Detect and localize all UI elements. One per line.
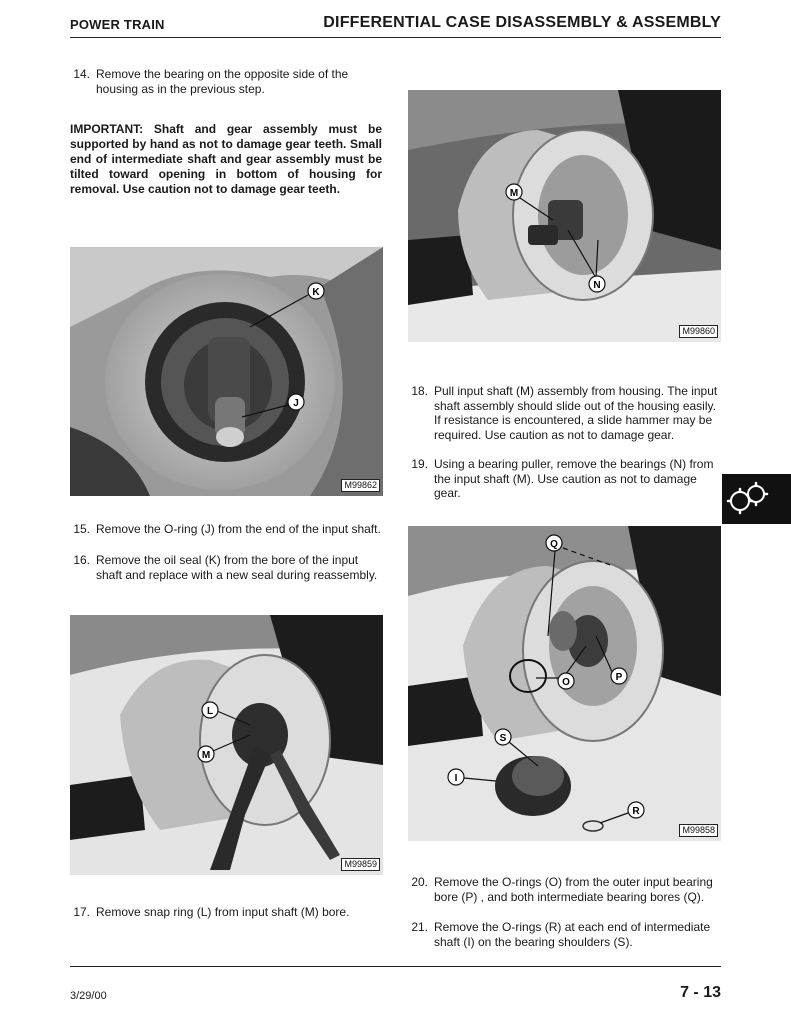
page-title: DIFFERENTIAL CASE DISASSEMBLY & ASSEMBLY	[323, 14, 721, 31]
step-number: 18.	[411, 384, 428, 398]
header-section: POWER TRAIN	[70, 17, 165, 32]
footer-date: 3/29/00	[70, 990, 107, 1002]
callout-l: L	[206, 706, 214, 717]
callout-m: M	[201, 750, 211, 761]
photo-snap-ring-removal	[70, 615, 383, 875]
section-tab	[722, 474, 791, 524]
figure-input-shaft-seal	[70, 247, 383, 496]
important-note: IMPORTANT: Shaft and gear assembly must be supported by hand as not to damage gear teeth. Small end of intermediate shaft and gear assembly must be tilted toward opening in bottom of housing for removal. Use caution not to damage gear teeth.	[70, 122, 382, 196]
header-rule	[70, 37, 721, 38]
step-19	[408, 457, 721, 501]
step-15	[70, 522, 382, 537]
callout-k: K	[312, 287, 320, 298]
step-14	[70, 67, 382, 96]
step-16	[70, 553, 382, 582]
figure-input-shaft-removal	[408, 90, 721, 342]
callout-j: J	[293, 398, 299, 409]
footer-rule	[70, 966, 721, 967]
figure-code: M99858	[679, 824, 718, 837]
photo-input-shaft-removal	[408, 90, 721, 342]
step-number: 14.	[73, 67, 90, 81]
figure-o-rings-removal	[408, 526, 721, 841]
step-text: Remove snap ring (L) from input shaft (M) bore.	[96, 905, 350, 919]
step-text: Remove the O-rings (R) at each end of intermediate shaft (I) on the bearing shoulders (S).	[434, 920, 711, 949]
figure-snap-ring-removal	[70, 615, 383, 875]
step-21	[408, 920, 721, 949]
photo-input-shaft-seal	[70, 247, 383, 496]
step-number: 21.	[411, 920, 428, 934]
page-number: 7 - 13	[680, 984, 721, 1001]
step-number: 20.	[411, 875, 428, 889]
callout-n: N	[593, 280, 601, 291]
step-number: 17.	[73, 905, 90, 919]
step-number: 16.	[73, 553, 90, 567]
step-text: Using a bearing puller, remove the bearings (N) from the input shaft (M). Use caution as not to damage gear.	[434, 457, 714, 500]
callout-q: Q	[550, 539, 558, 550]
callout-s: S	[499, 733, 507, 744]
step-text: Remove the O-ring (J) from the end of the input shaft.	[96, 522, 381, 536]
gears-icon	[722, 474, 791, 524]
step-text: Remove the bearing on the opposite side of the housing as in the previous step.	[96, 67, 349, 96]
step-text: Remove the O-rings (O) from the outer input bearing bore (P) , and both intermediate bearing bores (Q).	[434, 875, 713, 904]
callout-r: R	[632, 806, 640, 817]
figure-code: M99862	[341, 479, 380, 492]
callout-o: O	[562, 677, 570, 688]
step-number: 19.	[411, 457, 428, 471]
callout-i: I	[454, 773, 458, 784]
photo-o-rings-removal	[408, 526, 721, 841]
step-20	[408, 875, 721, 904]
step-17	[70, 905, 382, 920]
step-text: Remove the oil seal (K) from the bore of the input shaft and replace with a new seal during reassembly.	[96, 553, 378, 582]
step-18	[408, 384, 721, 442]
step-text: Pull input shaft (M) assembly from housing. The input shaft assembly should slide out of the housing easily. If resistance is encountered, a slide hammer may be required. Use caution as not to damage gear.	[434, 384, 718, 442]
figure-code: M99860	[679, 325, 718, 338]
figure-code: M99859	[341, 858, 380, 871]
callout-p: P	[615, 672, 623, 683]
callout-m: M	[509, 188, 519, 199]
step-number: 15.	[73, 522, 90, 536]
